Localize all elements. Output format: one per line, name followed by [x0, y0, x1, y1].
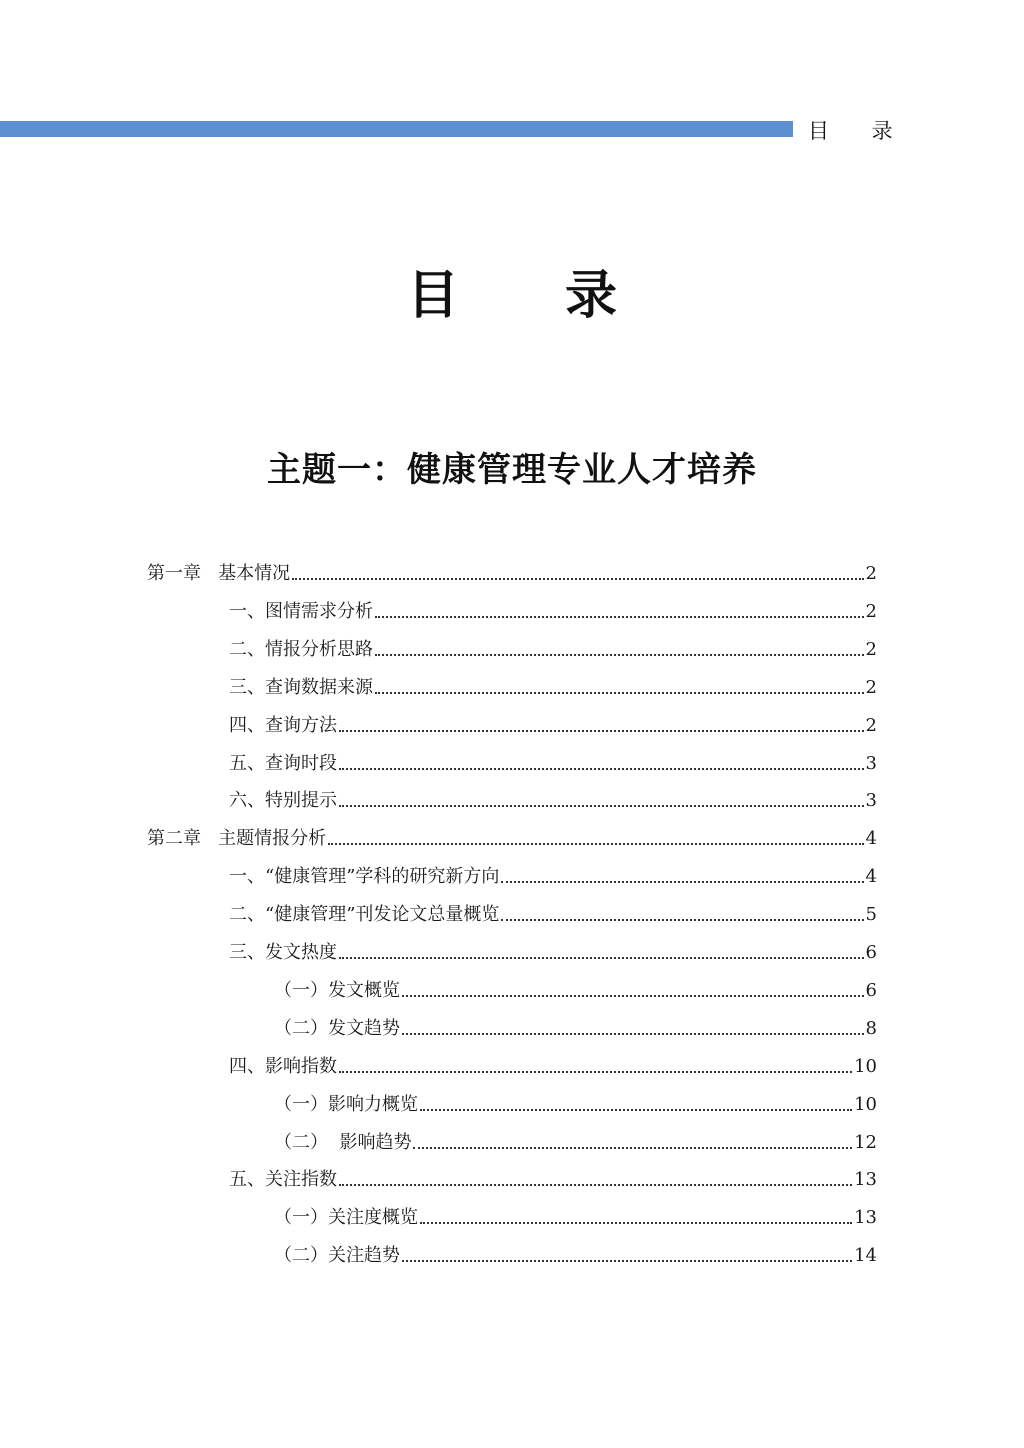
toc-entry[interactable] [274, 1237, 877, 1267]
toc-dot-leader [339, 957, 864, 959]
toc-dot-leader [339, 1071, 852, 1073]
toc-entry-label: 第一章 基本情况 [147, 563, 291, 584]
toc-page-number: 3 [865, 753, 877, 774]
toc-page-number: 2 [865, 715, 877, 736]
toc-entry-label: 一、图情需求分析 [229, 601, 373, 622]
toc-page-number: 13 [854, 1207, 877, 1228]
toc-entry-label: 六、特别提示 [229, 790, 337, 811]
toc-page-number: 2 [865, 601, 877, 622]
toc-page-number: 14 [854, 1245, 877, 1266]
header-color-bar [0, 121, 793, 137]
toc-page-number: 6 [865, 942, 877, 963]
toc-page-number: 2 [865, 563, 877, 584]
toc-dot-leader [292, 578, 863, 580]
toc-dot-leader [375, 692, 864, 694]
toc-entry-label: 四、影响指数 [229, 1056, 337, 1077]
toc-page-number: 3 [865, 790, 877, 811]
toc-dot-leader [339, 768, 864, 770]
toc-page-number: 4 [865, 828, 877, 849]
toc-page-number: 4 [865, 866, 877, 887]
running-header: 目 录 [808, 119, 911, 143]
toc-dot-leader [402, 995, 864, 997]
toc-entry-label: 二、情报分析思路 [229, 639, 373, 660]
toc-entry[interactable] [229, 782, 877, 812]
toc-entry[interactable] [229, 934, 877, 964]
toc-entry-label: 三、查询数据来源 [229, 677, 373, 698]
toc-entry[interactable] [229, 896, 877, 926]
toc-entry[interactable] [229, 669, 877, 699]
toc-entry[interactable] [229, 858, 877, 888]
toc-entry[interactable] [274, 972, 877, 1002]
toc-entry-label: 五、查询时段 [229, 753, 337, 774]
toc-page-number: 6 [865, 980, 877, 1001]
toc-dot-leader [402, 1260, 852, 1262]
toc-entry-label: （二）关注趋势 [274, 1245, 400, 1266]
toc-entry[interactable] [274, 1086, 877, 1116]
toc-dot-leader [420, 1109, 852, 1111]
toc-page-number: 12 [854, 1132, 877, 1153]
toc-entry[interactable] [229, 707, 877, 737]
toc-entry-label: 一、“健康管理”学科的研究新方向 [229, 866, 500, 887]
toc-entry-label: 五、关注指数 [229, 1169, 337, 1190]
page-title: 目 录 [406, 266, 662, 326]
toc-entry-label: （二） 影响趋势 [274, 1132, 412, 1153]
toc-entry-label: 四、查询方法 [229, 715, 337, 736]
toc-page-number: 8 [865, 1018, 877, 1039]
toc-dot-leader [402, 1033, 864, 1035]
toc-dot-leader [420, 1222, 852, 1224]
toc-entry-label: 第二章 主题情报分析 [147, 828, 327, 849]
toc-entry-label: （二）发文趋势 [274, 1018, 400, 1039]
toc-dot-leader [339, 1184, 852, 1186]
toc-dot-leader [501, 881, 863, 883]
toc-entry-label: （一）发文概览 [274, 980, 400, 1001]
toc-dot-leader [339, 730, 864, 732]
toc-entry-label: 二、“健康管理”刊发论文总量概览 [229, 904, 500, 925]
toc-dot-leader [339, 805, 864, 807]
toc-entry[interactable] [274, 1199, 877, 1229]
toc-entry[interactable] [147, 555, 877, 585]
toc-entry[interactable] [229, 1161, 877, 1191]
toc-dot-leader [375, 654, 864, 656]
toc-page-number: 10 [854, 1056, 877, 1077]
toc-entry[interactable] [274, 1124, 877, 1154]
toc-page-number: 5 [865, 904, 877, 925]
toc-page-number: 2 [865, 677, 877, 698]
toc-entry[interactable] [229, 631, 877, 661]
toc-dot-leader [501, 919, 863, 921]
toc-page-number: 10 [854, 1094, 877, 1115]
toc-entry-label: （一）影响力概览 [274, 1094, 418, 1115]
toc-dot-leader [413, 1147, 852, 1149]
toc-entry[interactable] [229, 593, 877, 623]
toc-dot-leader [328, 843, 863, 845]
toc-entry[interactable] [274, 1010, 877, 1040]
toc-entry[interactable] [229, 745, 877, 775]
topic-title: 主题一：健康管理专业人才培养 [267, 450, 757, 490]
toc-entry-label: 三、发文热度 [229, 942, 337, 963]
toc-entry[interactable] [229, 1048, 877, 1078]
toc-entry[interactable] [147, 820, 877, 850]
toc-entry-label: （一）关注度概览 [274, 1207, 418, 1228]
toc-page-number: 2 [865, 639, 877, 660]
toc-page-number: 13 [854, 1169, 877, 1190]
toc-dot-leader [375, 616, 864, 618]
